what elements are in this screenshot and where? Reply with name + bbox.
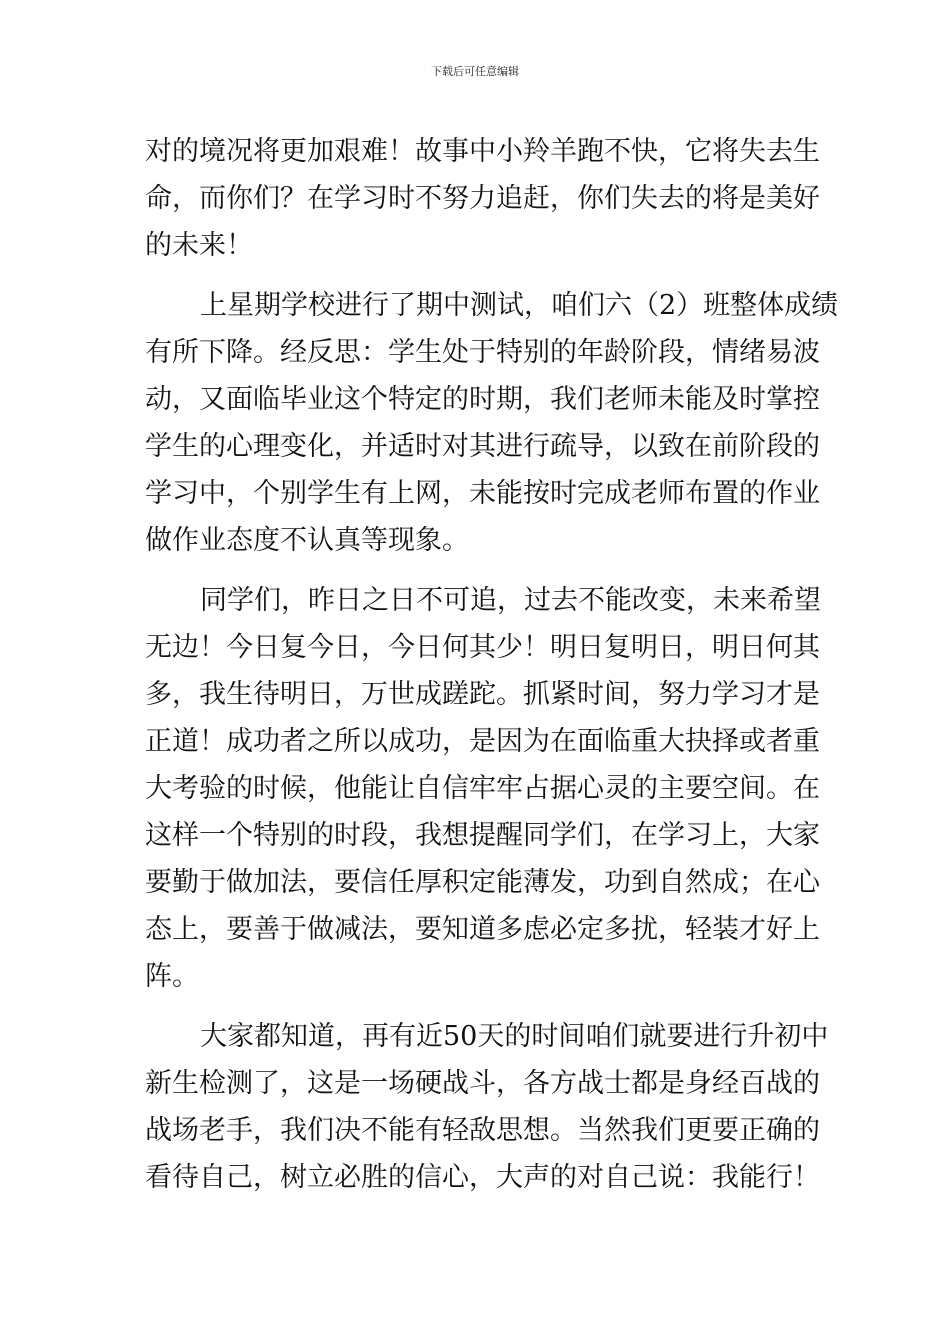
paragraph-line: 正道！成功者之所以成功，是因为在面临重大抉择或者重 xyxy=(145,726,820,757)
paragraph-line: 无边！今日复今日，今日何其少！明日复明日，明日何其 xyxy=(145,632,820,663)
paragraph-line: 学习中，个别学生有上网，未能按时完成老师布置的作业 xyxy=(145,478,820,509)
paragraph-line: 要勤于做加法，要信任厚积定能薄发，功到自然成；在心 xyxy=(145,867,820,898)
paragraph-line: 新生检测了，这是一场硬战斗，各方战士都是身经百战的 xyxy=(145,1068,820,1099)
page-header: 下载后可任意编辑 xyxy=(431,65,519,78)
paragraph-line: 这样一个特别的时段，我想提醒同学们，在学习上，大家 xyxy=(145,820,820,851)
paragraph-line: 有所下降。经反思：学生处于特别的年龄阶段，情绪易波 xyxy=(145,337,820,368)
paragraph-3 xyxy=(145,577,821,1000)
paragraph-line: 看待自己，树立必胜的信心，大声的对自己说：我能行！ xyxy=(145,1162,820,1193)
paragraph-line: 学生的心理变化，并适时对其进行疏导，以致在前阶段的 xyxy=(145,431,820,462)
paragraph-line: 多，我生待明日，万世成蹉跎。抓紧时间，努力学习才是 xyxy=(145,679,820,710)
paragraph-line: 命，而你们？在学习时不努力追赶，你们失去的将是美好 xyxy=(145,183,820,214)
paragraph-line: 战场老手，我们决不能有轻敌思想。当然我们更要正确的 xyxy=(145,1115,820,1146)
paragraph-line: 上星期学校进行了期中测试，咱们六（2）班整体成绩 xyxy=(200,290,839,321)
paragraph-line: 对的境况将更加艰难！故事中小羚羊跑不快，它将失去生 xyxy=(145,136,820,167)
paragraph-line: 动，又面临毕业这个特定的时期，我们老师未能及时掌控 xyxy=(145,384,820,415)
paragraph-1 xyxy=(145,128,820,269)
paragraph-2 xyxy=(145,282,839,564)
paragraph-line: 阵。 xyxy=(145,961,199,992)
paragraph-line: 同学们，昨日之日不可追，过去不能改变，未来希望 xyxy=(200,585,821,616)
paragraph-line: 大家都知道，再有近50天的时间咱们就要进行升初中 xyxy=(200,1021,829,1052)
document-body xyxy=(145,128,839,1201)
paragraph-line: 态上，要善于做减法，要知道多虑必定多扰，轻装才好上 xyxy=(145,914,820,945)
paragraph-line: 的未来！ xyxy=(145,230,253,261)
paragraph-line: 大考验的时候，他能让自信牢牢占据心灵的主要空间。在 xyxy=(145,773,820,804)
paragraph-4 xyxy=(145,1013,829,1201)
paragraph-line: 做作业态度不认真等现象。 xyxy=(145,525,469,556)
